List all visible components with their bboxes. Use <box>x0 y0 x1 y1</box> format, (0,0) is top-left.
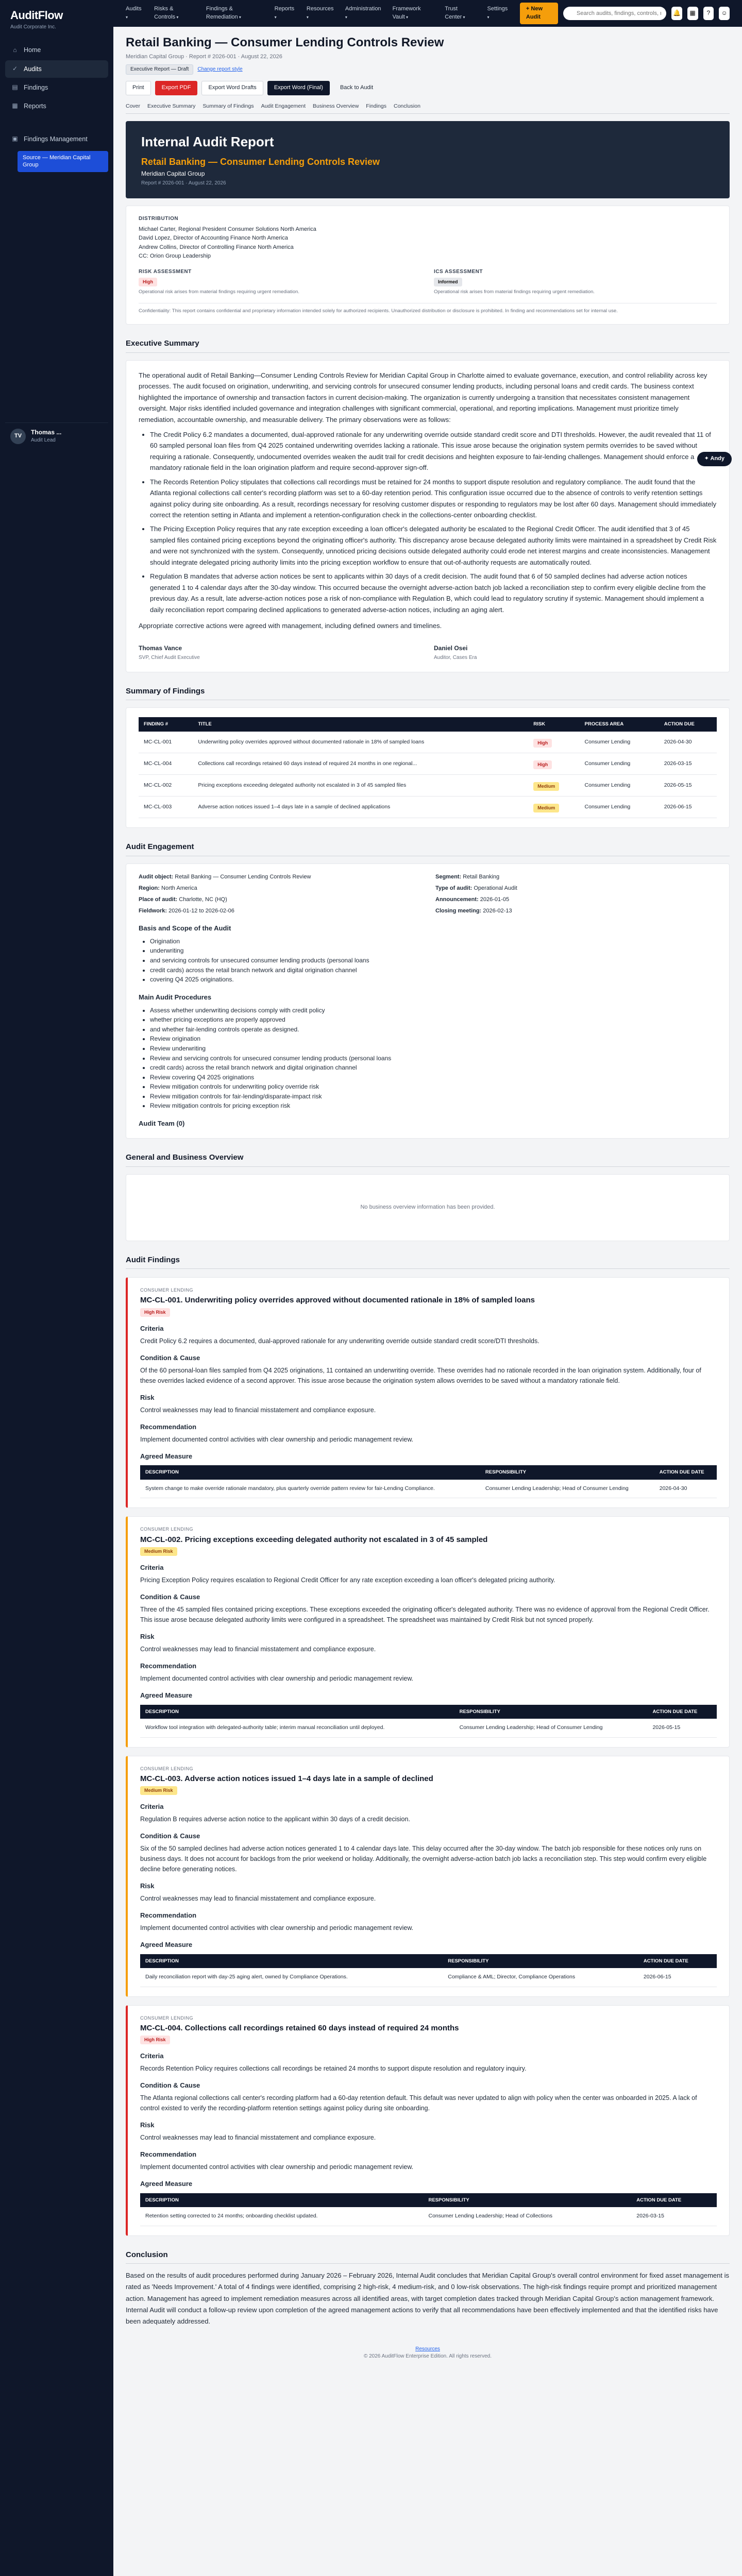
summary-table <box>139 717 717 818</box>
menu-framework-vault[interactable]: Framework Vault ▾ <box>393 5 434 22</box>
field-value: 2026-02-13 <box>483 907 512 914</box>
cell-due: 2026-04-30 <box>654 1480 717 1498</box>
list-item: • Review origination <box>150 1034 717 1044</box>
topbar <box>113 0 742 27</box>
signature-role: SVP, Chief Audit Executive <box>139 655 200 661</box>
risk-badge: Medium Risk <box>140 1547 177 1556</box>
tab-conclusion[interactable]: Conclusion <box>393 103 420 110</box>
cell-risk <box>528 753 579 775</box>
col-due-date: ACTION DUE DATE <box>647 1705 717 1719</box>
report-style-chip[interactable]: Executive Report — Draft <box>126 64 193 75</box>
list-item: • credit cards) across the retail branch network and digital origination channel <box>150 965 717 975</box>
user-role: Audit Lead <box>31 437 56 444</box>
field-label: Audit object: <box>139 874 174 880</box>
page-meta: Meridian Capital Group · Report # 2026-001 · August 22, 2026 <box>126 53 282 60</box>
distribution-item: Andrew Collins, Director of Controlling Finance North America <box>139 244 294 250</box>
conclusion-text: Based on the results of audit procedures performed during January 2026 – February 2026, Internal Audit concludes that Meridian Capital Group's overall control environment for fixed asset management is rated as 'Needs Improvement.' A total of 4 findings were identified, comprising 2 high-risk, 4 medium-risk, and 0 low-risk observations. The high-risk findings require prompt and prioritized management action. Management has agreed to implement remediation measures across all identified areas, with target completion dates tracked through Meridian Capital Group's action management framework. Internal Audit will conduct a follow-up review upon completion of the agreed management actions to verify that all recommendations have been effectively implemented and that the identified risks have been adequately addressed. <box>126 2272 729 2325</box>
risk-badge: High <box>139 278 157 286</box>
field-label: Closing meeting: <box>435 907 482 914</box>
condition-heading: Condition & Cause <box>140 1354 200 1362</box>
cell-responsibility: Compliance & AML; Director, Compliance Operations <box>443 1968 638 1987</box>
table-row[interactable] <box>139 775 717 796</box>
check-icon: ✓ <box>12 64 18 72</box>
col-description: DESCRIPTION <box>140 2193 423 2208</box>
finding-card <box>126 1756 730 1997</box>
table-row <box>140 1480 717 1498</box>
cell-risk <box>528 796 579 818</box>
risk-heading: Risk <box>140 1633 155 1640</box>
cell-responsibility: Consumer Lending Leadership; Head of Collections <box>423 2207 631 2226</box>
criteria-text: Pricing Exception Policy requires escalation to Regional Credit Officer for any rate exception exceeding a loan officer's delegated pricing authority. <box>140 1577 555 1584</box>
conclusion-title: Conclusion <box>126 2249 730 2264</box>
col-due-date: ACTION DUE DATE <box>654 1465 717 1480</box>
engagement-field <box>139 885 420 893</box>
recommendation-heading: Recommendation <box>140 2150 197 2158</box>
basis-scope-list <box>150 937 717 985</box>
col-action-due: ACTION DUE <box>659 717 717 732</box>
engagement-field <box>435 885 717 893</box>
report-banner <box>126 121 730 198</box>
tab-executive-summary[interactable]: Executive Summary <box>147 103 196 110</box>
field-value: 2026-01-12 to 2026-02-06 <box>168 907 234 914</box>
calendar-icon[interactable]: ▦ <box>687 7 698 20</box>
list-item: • Assess whether underwriting decisions comply with credit policy <box>150 1006 717 1015</box>
footer-resources-link[interactable]: Resources <box>415 2346 440 2352</box>
business-overview-empty: No business overview information has been provided. <box>126 1174 730 1241</box>
menu-administration[interactable]: Administration ▾ <box>345 5 381 22</box>
sidebar-item-label: Audits <box>24 65 42 73</box>
menu-reports[interactable]: Reports ▾ <box>275 5 295 22</box>
risk-badge: High <box>533 760 552 769</box>
col-finding-number: FINDING # <box>139 717 193 732</box>
cell-id: MC-CL-004 <box>139 753 193 775</box>
field-label: Fieldwork: <box>139 907 167 914</box>
report-org: Meridian Capital Group <box>141 170 205 178</box>
list-item: • Review mitigation controls for pricing exception risk <box>150 1101 717 1111</box>
menu-audits[interactable]: Audits ▾ <box>126 5 143 22</box>
field-label: Type of audit: <box>435 885 473 892</box>
sidebar-item-label: Findings <box>24 83 48 91</box>
condition-text: Three of the 45 sampled files contained pricing exceptions. These exceptions exceeded the originating officer's delegated authority. There was no evidence of approval from the Regional Credit Officer. This issue arose because delegated authority limits were configured in a spreadsheet. The spreadsheet was maintained by Credit Risk but not synced properly. <box>140 1606 710 1623</box>
list-item: • and whether fair-lending controls operate as designed. <box>150 1025 717 1035</box>
cell-title: Adverse action notices issued 1–4 days late in a sample of declined applications <box>193 796 528 818</box>
profile-icon[interactable]: ☺ <box>719 7 730 20</box>
col-responsibility: RESPONSIBILITY <box>480 1465 654 1480</box>
distribution-label: DISTRIBUTION <box>139 216 179 222</box>
cell-description: System change to make override rationale mandatory, plus quarterly override pattern review for fair-Lending Compliance. <box>140 1480 480 1498</box>
distribution-item: David Lopez, Director of Accounting Finance North America <box>139 235 288 242</box>
tab-findings[interactable]: Findings <box>366 103 386 110</box>
table-row <box>140 2207 717 2226</box>
finding-category: CONSUMER LENDING <box>140 2015 194 2021</box>
new-audit-button[interactable]: + New Audit <box>520 3 558 24</box>
summary-of-findings-title: Summary of Findings <box>126 686 730 701</box>
executive-summary-title: Executive Summary <box>126 338 730 353</box>
criteria-text: Records Retention Policy requires collections call recordings be retained 24 months to support dispute resolution and regulatory inquiry. <box>140 2065 527 2073</box>
executive-bullet: • The Pricing Exception Policy requires that any rate exception exceeding a loan officer's delegated authority be escalated to the Regional Credit Officer. The audit identified that 3 of 45 sampled files contained pricing exceptions beyond the originating officer's authority. This discrepancy arose because delegated authority limits were maintained in a spreadsheet by Credit Risk and were not synchronized with the system. Consequently, unnoticed pricing decisions outside delegated authority could erode net interest margins and create inconsistencies. Management should integrate delegated pricing authority limits into the pricing exception workflow to ensure that out-of-authority requests are automatically routed. <box>150 523 717 568</box>
agreed-measure-table <box>140 2193 717 2226</box>
confidentiality-note: Confidentiality: This report contains confidential and proprietary information intended solely for authorized recipients. Unauthorized distribution or disclosure is prohibited. In finding and recommendations set for internal use. <box>139 303 717 315</box>
risk-badge: High Risk <box>140 2036 170 2044</box>
col-due-date: ACTION DUE DATE <box>631 2193 717 2208</box>
back-to-audit-button[interactable]: Back to Audit <box>340 84 374 91</box>
audit-team-title: Audit Team (0) <box>139 1120 185 1128</box>
export-pdf-button[interactable]: Export PDF <box>155 81 198 95</box>
engagement-field <box>139 896 420 904</box>
cell-due: 2026-05-15 <box>647 1719 717 1737</box>
sidebar-subitem-source[interactable]: Source — Meridian Capital Group <box>18 151 108 172</box>
recommendation-text: Implement documented control activities with clear ownership and periodic management review. <box>140 1924 414 1931</box>
signature-role: Auditor, Cases Era <box>434 655 477 661</box>
executive-bullet: • Regulation B mandates that adverse action notices be sent to applicants within 30 days of a credit decision. The audit found that 6 of 50 sampled declines had adverse action notices generated 1 to 4 calendar days after the 30-day window. This occurred because the overnight adverse-action batch job lacked a reconciliation step to confirm every eligible decline from the previous day. As a result, late adverse-action notices pose a risk of non-compliance with Regulation B, which could lead to regulatory scrutiny if systemic. Management should implement a daily reconciliation report comparing declined applications to generated adverse-action notices, including an aging alert. <box>150 571 717 615</box>
criteria-text: Credit Policy 6.2 requires a documented, dual-approved rationale for any underwriting override outside standard credit score/DTI thresholds. <box>140 1337 539 1345</box>
tab-summary-of-findings[interactable]: Summary of Findings <box>203 103 254 110</box>
risk-assessment <box>139 268 421 296</box>
finding-title: MC-CL-004. Collections call recordings retained 60 days instead of required 24 months <box>140 2023 459 2032</box>
cell-area: Consumer Lending <box>580 775 659 796</box>
brand <box>0 7 113 38</box>
topbar-actions <box>520 3 730 24</box>
cell-risk <box>528 775 579 796</box>
export-word-drafts-button[interactable]: Export Word Drafts <box>201 81 263 95</box>
agreed-measure-table <box>140 1465 717 1498</box>
list-item: • Review mitigation controls for fair-lending/disparate-impact risk <box>150 1092 717 1101</box>
col-risk: RISK <box>528 717 579 732</box>
folder-icon: ▣ <box>12 135 18 143</box>
risk-heading: Risk <box>140 2121 155 2129</box>
sidebar-item-findings-management[interactable] <box>5 130 108 148</box>
sidebar-item-findings[interactable] <box>5 79 108 96</box>
chat-icon: ✦ <box>704 455 711 462</box>
risk-heading: Risk <box>140 1393 155 1401</box>
sidebar <box>0 0 113 2576</box>
col-responsibility: RESPONSIBILITY <box>454 1705 648 1719</box>
print-button[interactable]: Print <box>126 81 151 95</box>
cell-description: Daily reconciliation report with day-25 aging alert, owned by Compliance Operations. <box>140 1968 443 1987</box>
procedures-list <box>150 1006 717 1111</box>
cell-due: 2026-03-15 <box>631 2207 717 2226</box>
cell-due: 2026-03-15 <box>659 753 717 775</box>
risk-badge: High <box>533 739 552 748</box>
risk-text: Control weaknesses may lead to financial misstatement and compliance exposure. <box>140 2133 376 2141</box>
distribution-cc: CC: Orion Group Leadership <box>139 253 211 260</box>
ics-note: Operational risk arises from material findings requiring urgent remediation. <box>434 289 595 295</box>
summary-table-card <box>126 707 730 828</box>
menu-risks-controls[interactable]: Risks & Controls ▾ <box>154 5 195 22</box>
cover-card <box>126 206 730 325</box>
recommendation-heading: Recommendation <box>140 1911 197 1919</box>
top-menu <box>126 5 509 22</box>
finding-card <box>126 1277 730 1508</box>
risk-assessment-label: RISK ASSESSMENT <box>139 268 192 275</box>
brand-logo[interactable]: AuditFlow <box>10 9 63 22</box>
risk-badge: Medium Risk <box>140 1786 177 1795</box>
tab-business-overview[interactable]: Business Overview <box>313 103 359 110</box>
export-word-final-button[interactable]: Export Word (Final) <box>267 81 330 95</box>
field-value: Operational Audit <box>474 885 517 892</box>
cell-due: 2026-06-15 <box>659 796 717 818</box>
menu-settings[interactable]: Settings ▾ <box>487 5 509 22</box>
risk-text: Control weaknesses may lead to financial misstatement and compliance exposure. <box>140 1645 376 1653</box>
executive-intro: The operational audit of Retail Banking—Consumer Lending Controls Review for Meridian Capital Group in Charlotte aimed to evaluate governance, execution, and control reliability across key processes. The audit focused on origination, underwriting, and servicing controls for unsecured consumer lending products, including personal loans and credit cards. The business context highlighted the importance of ownership and transaction factors in current decision-making. The organization is currently undergoing a transition that necessitates consistent management oversight. Major risks identified included governance and integration challenges with significant commercial, operational, and reporting implications. Management must prioritize timely remediation, accountable ownership, and measurable delivery. The primary observations were as follows: <box>139 371 707 423</box>
condition-heading: Condition & Cause <box>140 1593 200 1601</box>
assessment-grid <box>139 268 717 296</box>
risk-heading: Risk <box>140 1882 155 1890</box>
basis-scope-title: Basis and Scope of the Audit <box>139 924 231 932</box>
col-description: DESCRIPTION <box>140 1705 454 1719</box>
col-responsibility: RESPONSIBILITY <box>423 2193 631 2208</box>
cell-area: Consumer Lending <box>580 753 659 775</box>
engagement-field <box>435 896 717 904</box>
engagement-field <box>435 907 717 916</box>
agreed-measure-table <box>140 1705 717 1738</box>
sidebar-item-label: Reports <box>24 102 46 110</box>
risk-badge: High Risk <box>140 1308 170 1317</box>
chart-icon: ▦ <box>12 102 18 110</box>
finding-card <box>126 2005 730 2236</box>
executive-bullets <box>150 429 717 615</box>
sidebar-item-audits[interactable] <box>5 60 108 78</box>
criteria-heading: Criteria <box>140 1564 164 1572</box>
report-tabs <box>126 103 730 114</box>
condition-text: The Atlanta regional collections call center's recording platform had a 60-day retention default. This default was never updated to align with policy when the center was onboarded in 2025. A lack of control existed to verify the recording-platform retention settings against policy during site onboarding. <box>140 2094 697 2112</box>
field-value: 2026-01-05 <box>480 896 510 903</box>
executive-bullet: • The Credit Policy 6.2 mandates a documented, dual-approved rationale for any underwriting override outside standard credit score and DTI thresholds. However, the audit revealed that 11 of 60 sampled personal loan files from Q4 2025 contained underwriting overrides lacking a rationale. This issue arose because the origination system permits overrides to be saved without requiring a rationale. Consequently, undocumented overrides weaken the audit trail for credit decisions and heighten exposure to fair-lending challenges. Management should enforce a mandatory rationale field in the loan origination platform and require second-approver sign-off. <box>150 429 717 473</box>
col-due-date: ACTION DUE DATE <box>638 1954 717 1969</box>
table-row[interactable] <box>139 732 717 753</box>
search-wrap <box>563 7 666 20</box>
report-actions <box>126 81 730 95</box>
list-item: • Review covering Q4 2025 originations <box>150 1073 717 1082</box>
field-label: Region: <box>139 885 160 892</box>
home-icon: ⌂ <box>13 46 17 54</box>
criteria-heading: Criteria <box>140 1325 164 1333</box>
list-item: • credit cards) across the retail branch network and digital origination channel <box>150 1063 717 1073</box>
col-title: TITLE <box>193 717 528 732</box>
field-value: North America <box>161 885 197 892</box>
sidebar-item-home[interactable] <box>5 41 108 59</box>
procedures-title: Main Audit Procedures <box>139 993 212 1001</box>
sidebar-nav <box>0 38 113 119</box>
cell-id: MC-CL-001 <box>139 732 193 753</box>
col-process-area: PROCESS AREA <box>580 717 659 732</box>
menu-resources[interactable]: Resources ▾ <box>307 5 334 22</box>
recommendation-heading: Recommendation <box>140 1662 197 1670</box>
engagement-field <box>139 907 420 916</box>
findings-management-nav <box>5 130 108 148</box>
risk-text: Control weaknesses may lead to financial misstatement and compliance exposure. <box>140 1894 376 1902</box>
brand-subtitle: Audit Corporate Inc. <box>10 24 56 30</box>
recommendation-text: Implement documented control activities with clear ownership and periodic management review. <box>140 1435 414 1443</box>
agreed-measure-table <box>140 1954 717 1987</box>
field-value: Retail Banking — Consumer Lending Controls Review <box>175 874 311 880</box>
field-value: Retail Banking <box>463 874 500 880</box>
list-item: • covering Q4 2025 originations. <box>150 975 717 985</box>
signatures <box>139 643 717 662</box>
agreed-measure-heading: Agreed Measure <box>140 2179 193 2188</box>
signature <box>434 643 717 662</box>
report-heading: Internal Audit Report <box>141 134 274 150</box>
table-row <box>140 1968 717 1987</box>
finding-card <box>126 1516 730 1747</box>
ics-assessment <box>434 268 717 296</box>
list-item: • Review underwriting <box>150 1044 717 1054</box>
engagement-field <box>139 873 420 882</box>
main-content <box>113 27 742 2368</box>
risk-note: Operational risk arises from material findings requiring urgent remediation. <box>139 289 300 295</box>
report-meta: Report # 2026-001 · August 22, 2026 <box>141 180 226 186</box>
executive-summary <box>126 360 730 672</box>
user-card[interactable] <box>5 422 108 450</box>
executive-closing: Appropriate corrective actions were agreed with management, including defined owners and timelines. <box>139 621 442 630</box>
recommendation-text: Implement documented control activities with clear ownership and periodic management review. <box>140 2163 414 2171</box>
agreed-measure-heading: Agreed Measure <box>140 1940 193 1948</box>
ics-badge: Informed <box>434 278 462 286</box>
audit-engagement-title: Audit Engagement <box>126 841 730 856</box>
field-label: Segment: <box>435 874 462 880</box>
field-value: Charlotte, NC (HQ) <box>179 896 227 903</box>
cell-due: 2026-06-15 <box>638 1968 717 1987</box>
finding-title: MC-CL-001. Underwriting policy overrides approved without documented rationale in 18% of sampled loans <box>140 1296 535 1305</box>
criteria-heading: Criteria <box>140 1803 164 1811</box>
field-label: Place of audit: <box>139 896 178 903</box>
help-icon[interactable]: ? <box>703 7 714 20</box>
agreed-measure-heading: Agreed Measure <box>140 1452 193 1460</box>
footer-copyright: © 2026 AuditFlow Enterprise Edition. All rights reserved. <box>363 2353 492 2360</box>
engagement-field <box>435 873 717 882</box>
criteria-heading: Criteria <box>140 2052 164 2060</box>
cell-title: Collections call recordings retained 60 days instead of required 24 months in one regional... <box>193 753 528 775</box>
cell-area: Consumer Lending <box>580 732 659 753</box>
finding-title: MC-CL-003. Adverse action notices issued 1–4 days late in a sample of declined <box>140 1774 433 1783</box>
list-item: • and servicing controls for unsecured consumer lending products (personal loans <box>150 956 717 965</box>
report-style-row <box>126 64 730 75</box>
cell-id: MC-CL-002 <box>139 775 193 796</box>
assistant-button[interactable] <box>697 452 732 466</box>
ics-assessment-label: ICS ASSESSMENT <box>434 268 483 275</box>
list-item: • Origination <box>150 937 717 946</box>
cell-title: Pricing exceptions exceeding delegated authority not escalated in 3 of 45 sampled files <box>193 775 528 796</box>
audit-findings-title: Audit Findings <box>126 1255 730 1269</box>
executive-bullet: • The Records Retention Policy stipulates that collections call recordings must be retained for 24 months to support dispute resolution and regulatory compliance. The audit found that the Atlanta regional collections call center's recording platform was set to a 60-day retention period. This configuration issue occurred due to the absence of controls to verify retention settings against policy during site onboarding. As a result, recordings necessary for resolving customer disputes or responding to regulators may be lost after 60 days. Management should immediately correct the retention setting in Atlanta and implement a retention-configuration check in the collections-center onboarding checklist. <box>150 477 717 521</box>
change-report-style-link[interactable]: Change report style <box>197 66 243 72</box>
table-row <box>140 1719 717 1737</box>
user-name: Thomas ... <box>31 429 62 436</box>
cell-responsibility: Consumer Lending Leadership; Head of Consumer Lending <box>454 1719 648 1737</box>
menu-findings-remediation[interactable]: Findings & Remediation ▾ <box>206 5 263 22</box>
risk-text: Control weaknesses may lead to financial misstatement and compliance exposure. <box>140 1406 376 1414</box>
list-item: • Review mitigation controls for underwriting policy override risk <box>150 1082 717 1092</box>
condition-text: Of the 60 personal-loan files sampled from Q4 2025 originations, 11 contained an underwriting override. These overrides had no rationale recorded in the loan origination system. Additionally, four of these overrides lacked evidence of a second approver. This issue arose because the origination system allows overrides to be saved without a mandatory rationale field. <box>140 1366 701 1384</box>
risk-badge: Medium <box>533 804 559 812</box>
list-item: • whether pricing exceptions are properly approved <box>150 1015 717 1025</box>
cell-risk <box>528 732 579 753</box>
col-description: DESCRIPTION <box>140 1465 480 1480</box>
cell-responsibility: Consumer Lending Leadership; Head of Consumer Lending <box>480 1480 654 1498</box>
sidebar-item-reports[interactable] <box>5 97 108 115</box>
recommendation-heading: Recommendation <box>140 1422 197 1431</box>
signature <box>139 643 421 662</box>
recommendation-text: Implement documented control activities with clear ownership and periodic management review. <box>140 1674 414 1682</box>
distribution-list <box>139 225 717 261</box>
cell-title: Underwriting policy overrides approved without documented rationale in 18% of sampled loans <box>193 732 528 753</box>
menu-trust-center[interactable]: Trust Center ▾ <box>445 5 476 22</box>
field-label: Announcement: <box>435 896 479 903</box>
finding-category: CONSUMER LENDING <box>140 1527 194 1532</box>
list-icon: ▤ <box>12 83 18 91</box>
cell-due: 2026-05-15 <box>659 775 717 796</box>
finding-title: MC-CL-002. Pricing exceptions exceeding delegated authority not escalated in 3 of 45 sampled <box>140 1535 488 1544</box>
bell-icon[interactable]: 🔔 <box>671 7 682 20</box>
col-responsibility: RESPONSIBILITY <box>443 1954 638 1969</box>
tab-cover[interactable]: Cover <box>126 103 141 110</box>
finding-category: CONSUMER LENDING <box>140 1766 194 1771</box>
engagement-details <box>139 873 717 916</box>
finding-category: CONSUMER LENDING <box>140 1287 194 1293</box>
audit-engagement <box>126 863 730 1139</box>
footer <box>126 2346 730 2361</box>
cell-due: 2026-04-30 <box>659 732 717 753</box>
distribution-item: Michael Carter, Regional President Consumer Solutions North America <box>139 226 316 232</box>
risk-badge: Medium <box>533 782 559 791</box>
search-input[interactable] <box>563 7 666 20</box>
list-item: • underwriting <box>150 946 717 956</box>
cell-description: Workflow tool integration with delegated-authority table; interim manual reconciliation until deployed. <box>140 1719 454 1737</box>
table-row[interactable] <box>139 753 717 775</box>
report-title: Retail Banking — Consumer Lending Controls Review <box>141 157 380 167</box>
sidebar-item-label: Home <box>24 46 41 54</box>
signature-name: Thomas Vance <box>139 645 182 652</box>
business-overview-title: General and Business Overview <box>126 1152 730 1167</box>
cell-description: Retention setting corrected to 24 months; onboarding checklist updated. <box>140 2207 423 2226</box>
agreed-measure-heading: Agreed Measure <box>140 1691 193 1699</box>
assistant-label: Andy <box>710 455 724 462</box>
list-item: • Review and servicing controls for unsecured consumer lending products (personal loans <box>150 1054 717 1063</box>
sidebar-item-label: Findings Management <box>24 135 88 143</box>
condition-heading: Condition & Cause <box>140 1832 200 1840</box>
page-title: Retail Banking — Consumer Lending Controls Review <box>126 36 444 49</box>
condition-heading: Condition & Cause <box>140 2081 200 2090</box>
tab-audit-engagement[interactable]: Audit Engagement <box>261 103 306 110</box>
cell-id: MC-CL-003 <box>139 796 193 818</box>
findings-management-section <box>0 130 113 172</box>
avatar: TV <box>10 429 26 444</box>
table-row[interactable] <box>139 796 717 818</box>
cell-area: Consumer Lending <box>580 796 659 818</box>
col-description: DESCRIPTION <box>140 1954 443 1969</box>
signature-name: Daniel Osei <box>434 645 468 652</box>
criteria-text: Regulation B requires adverse action notice to the applicant within 30 days of a credit decision. <box>140 1816 410 1823</box>
condition-text: Six of the 50 sampled declines had adverse action notices generated 1 to 4 calendar days late. This delay occurred after the 30-day window. The batch job responsible for these notices only runs on business days. It does not account for backlogs from the prior weekend or holiday. Additionally, the overnight adverse-action batch job lacks a reconciliation step. This step would confirm every eligible decline before generating notices. <box>140 1845 707 1873</box>
